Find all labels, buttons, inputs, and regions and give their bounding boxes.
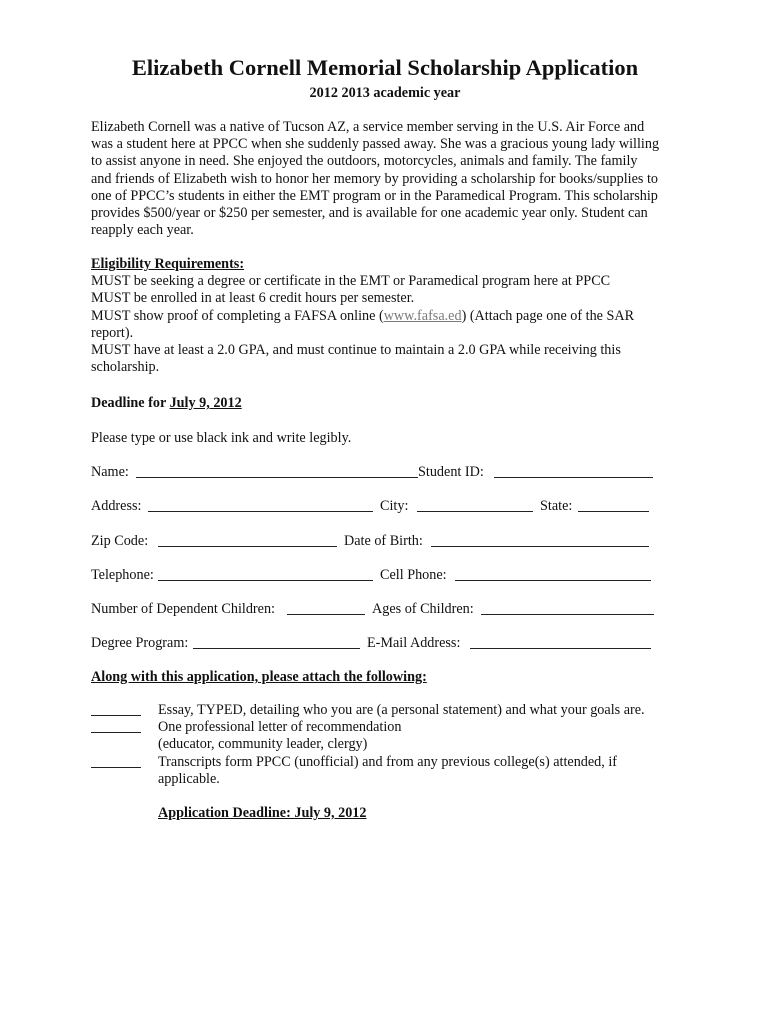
intro-line: reapply each year.	[91, 222, 194, 239]
eligibility-line: MUST have at least a 2.0 GPA, and must continue to maintain a 2.0 GPA while receiving this	[91, 341, 621, 358]
student-id-field[interactable]	[494, 477, 653, 478]
intro-line: to assist anyone in need. She enjoyed the outdoors, motorcycles, animals and family. The family	[91, 153, 638, 170]
form-row-address	[91, 497, 691, 515]
form-row-dependents	[91, 600, 691, 618]
fafsa-link[interactable]: www.fafsa.ed	[383, 307, 462, 324]
eligibility-section	[91, 256, 634, 376]
email-label: E-Mail Address:	[367, 635, 461, 651]
degree-program-label: Degree Program:	[91, 635, 189, 651]
deadline-line	[91, 394, 242, 412]
checklist-item-essay	[91, 702, 731, 719]
dependent-children-label: Number of Dependent Children:	[91, 601, 275, 617]
cell-phone-label: Cell Phone:	[380, 567, 447, 583]
page-title: Elizabeth Cornell Memorial Scholarship Application	[131, 55, 639, 80]
student-id-label: Student ID:	[418, 464, 484, 480]
eligibility-line: MUST be seeking a degree or certificate in the EMT or Paramedical program here at PPCC	[91, 273, 611, 290]
eligibility-heading: Eligibility Requirements:	[91, 256, 245, 272]
form-row-zip	[91, 532, 691, 550]
intro-paragraph	[91, 119, 691, 239]
checklist-blank[interactable]	[91, 767, 141, 768]
intro-line: and friends of Elizabeth wish to honor her memory by providing a scholarship for books/supplies to	[91, 170, 659, 187]
checklist-item-transcripts	[91, 754, 731, 771]
intro-line: was a student here at PPCC when she suddenly passed away. She was a gracious young lady willing	[91, 136, 660, 153]
checklist-item-text: applicable.	[158, 770, 220, 787]
telephone-label: Telephone:	[91, 567, 154, 583]
checklist-item-recommendation-note	[91, 736, 731, 753]
checklist-blank[interactable]	[91, 732, 141, 733]
checklist-blank[interactable]	[91, 715, 141, 716]
eligibility-line: scholarship.	[91, 359, 160, 376]
degree-program-field[interactable]	[193, 648, 360, 649]
intro-line: provides $500/year or $250 per semester, and is available for one academic year only. Student can	[91, 204, 648, 221]
name-label: Name:	[91, 464, 129, 480]
form-row-degree	[91, 634, 691, 652]
intro-line: one of PPCC’s students in either the EMT program or in the Paramedical Program. This scholarship	[91, 187, 658, 204]
eligibility-line-fafsa	[91, 308, 634, 325]
eligibility-text: ) (Attach page one of the SAR	[461, 307, 635, 324]
email-field[interactable]	[470, 648, 651, 649]
checklist-item-text: One professional letter of recommendation	[158, 719, 402, 736]
instructions-text: Please type or use black ink and write legibly.	[91, 430, 352, 446]
state-label: State:	[540, 498, 573, 514]
date-of-birth-label: Date of Birth:	[344, 533, 423, 549]
checklist-item-text: Transcripts form PPCC (unofficial) and from any previous college(s) attended, if	[158, 753, 618, 770]
zip-code-label: Zip Code:	[91, 533, 149, 549]
checklist-item-text: Essay, TYPED, detailing who you are (a personal statement) and what your goals are.	[158, 702, 645, 718]
attachments-heading: Along with this application, please attach the following:	[91, 669, 427, 685]
cell-phone-field[interactable]	[455, 580, 651, 581]
form-row-name	[91, 463, 691, 481]
state-field[interactable]	[578, 511, 649, 512]
zip-code-field[interactable]	[158, 546, 337, 547]
checklist-item-text: (educator, community leader, clergy)	[158, 736, 368, 753]
deadline-date: July 9, 2012	[169, 395, 242, 411]
eligibility-line: MUST be enrolled in at least 6 credit hours per semester.	[91, 290, 415, 307]
city-field[interactable]	[417, 511, 533, 512]
address-field[interactable]	[148, 511, 373, 512]
dependent-children-field[interactable]	[287, 614, 365, 615]
address-label: Address:	[91, 498, 142, 514]
eligibility-line: report).	[91, 324, 134, 341]
telephone-field[interactable]	[158, 580, 373, 581]
city-label: City:	[380, 498, 409, 514]
intro-line: Elizabeth Cornell was a native of Tucson AZ, a service member serving in the U.S. Air Force and	[91, 119, 645, 135]
attachments-checklist	[91, 702, 731, 788]
checklist-item-transcripts-cont	[91, 771, 731, 788]
eligibility-text: MUST show proof of completing a FAFSA online (	[91, 307, 384, 324]
ages-of-children-label: Ages of Children:	[372, 601, 474, 617]
deadline-label: Deadline for	[91, 395, 170, 411]
name-field[interactable]	[136, 477, 418, 478]
academic-year-subtitle: 2012 2013 academic year	[309, 85, 461, 101]
date-of-birth-field[interactable]	[431, 546, 649, 547]
ages-of-children-field[interactable]	[481, 614, 654, 615]
application-deadline: Application Deadline: July 9, 2012	[158, 805, 367, 821]
checklist-item-recommendation	[91, 719, 731, 736]
form-row-telephone	[91, 566, 691, 584]
